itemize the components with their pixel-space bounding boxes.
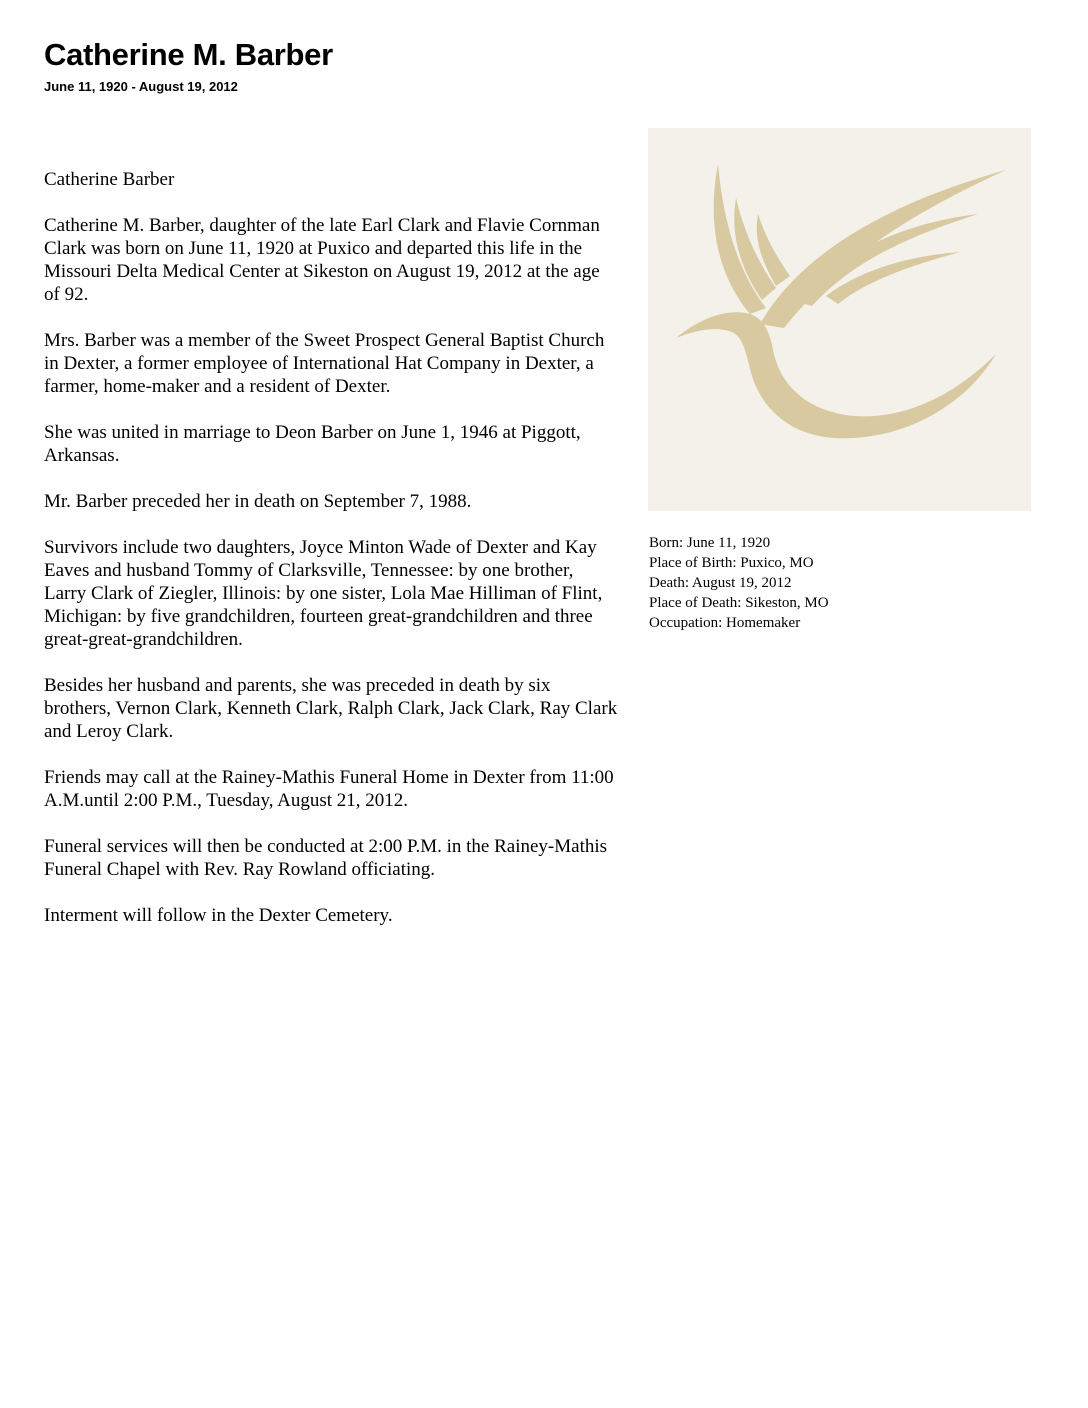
- fact-occupation: Occupation: Homemaker: [649, 615, 801, 631]
- obituary-paragraph: She was united in marriage to Deon Barber on June 1, 1946 at Piggott, Arkansas.: [44, 422, 581, 466]
- fact-born: Born: June 11, 1920: [649, 535, 771, 551]
- obituary-paragraph: Catherine M. Barber, daughter of the late Earl Clark and Flavie Cornman Clark was born on June 11, 1920 at Puxico and departed this life in the Missouri Delta Medical Center at Sikeston on August 19, 2012 at the age of 92.: [44, 215, 600, 305]
- obituary-text: [44, 168, 619, 950]
- obituary-paragraph: Besides her husband and parents, she was preceded in death by six brothers, Vernon Clark, Kenneth Clark, Ralph Clark, Jack Clark, Ray Clark and Leroy Clark.: [44, 675, 618, 742]
- memorial-photo: [648, 128, 1031, 511]
- life-dates: June 11, 1920 - August 19, 2012: [44, 79, 238, 94]
- dove-icon: [648, 128, 1031, 511]
- dove-body: [676, 312, 996, 438]
- obituary-paragraph: Survivors include two daughters, Joyce Minton Wade of Dexter and Kay Eaves and husband Tommy of Clarksville, Tennessee: by one brother, Larry Clark of Ziegler, Illinois: by one sister, Lola Mae Hilliman of Flint, Michigan: by five grandchildren, fourteen great-grandchildren and three great-great-grandchildren.: [44, 537, 603, 650]
- obituary-header: [44, 36, 333, 96]
- obituary-paragraph: Interment will follow in the Dexter Cemetery.: [44, 905, 393, 926]
- obituary-paragraph: Friends may call at the Rainey-Mathis Funeral Home in Dexter from 11:00 A.M.until 2:00 P.M., Tuesday, August 21, 2012.: [44, 767, 614, 811]
- deceased-name: Catherine M. Barber: [44, 37, 333, 72]
- fact-place-of-birth: Place of Birth: Puxico, MO: [649, 555, 814, 571]
- fact-death: Death: August 19, 2012: [649, 575, 792, 591]
- obituary-paragraph: Funeral services will then be conducted at 2:00 P.M. in the Rainey-Mathis Funeral Chapel with Rev. Ray Rowland officiating.: [44, 836, 608, 880]
- obituary-paragraph: Mr. Barber preceded her in death on September 7, 1988.: [44, 491, 472, 512]
- obituary-paragraph: Mrs. Barber was a member of the Sweet Prospect General Baptist Church in Dexter, a former employee of International Hat Company in Dexter, a farmer, home-maker and a resident of Dexter.: [44, 330, 605, 397]
- fact-place-of-death: Place of Death: Sikeston, MO: [649, 595, 829, 611]
- obituary-paragraph: Catherine Barber: [44, 169, 175, 190]
- vital-facts: [649, 533, 1049, 633]
